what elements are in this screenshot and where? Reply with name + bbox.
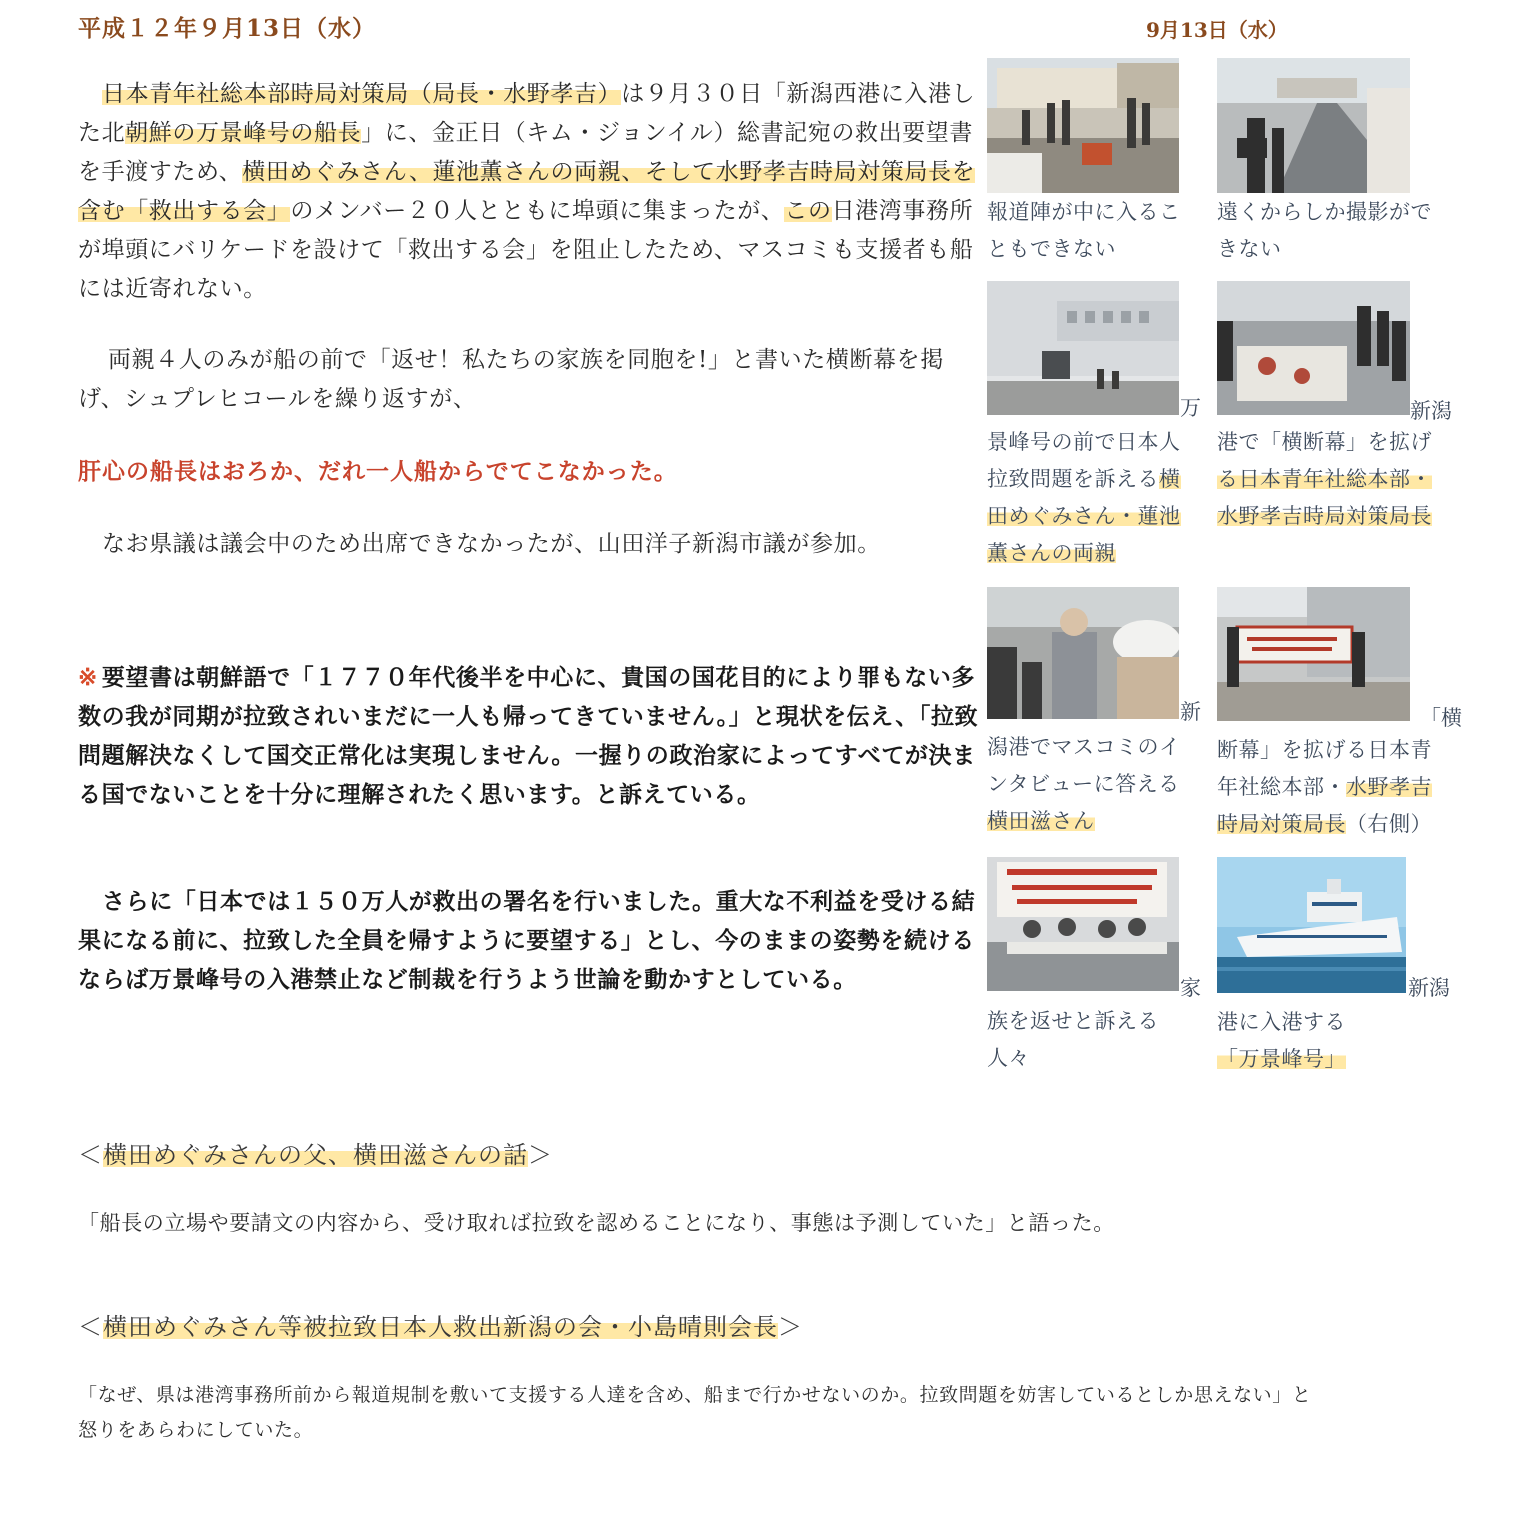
caption-line: 族を返せと訴える xyxy=(987,1009,1159,1033)
highlight-text: 横 xyxy=(1159,467,1181,491)
highlight-text: 水野孝吉時局対策局長 xyxy=(1217,504,1432,528)
caption-line: 断幕」を拡げる日本青 xyxy=(1217,738,1432,762)
photo-caption-8 xyxy=(1217,1004,1457,1078)
highlight-text: る日本青年社総本部・ xyxy=(1217,467,1432,491)
paragraph-text: 日港湾事務所が埠頭にバリケードを設けて「救出する会」を阻止したため、マスコミも支援者も船には近寄れない。 xyxy=(78,198,974,302)
quote-line: 「なぜ、県は港湾事務所前から報道規制を敷いて支援する人達を含め、船まで行かせないのか。拉致問題を妨害しているとしか思えない」と xyxy=(78,1384,1312,1406)
quote-line: 怒りをあらわにしていた。 xyxy=(78,1419,314,1441)
caption-line xyxy=(1217,1041,1457,1078)
photo-caption-7 xyxy=(987,1003,1212,1077)
banner-crowd-photo xyxy=(1217,281,1410,415)
caption-line: ンタビューに答える xyxy=(987,772,1180,796)
caption-line xyxy=(1217,498,1457,535)
caption-tail: 万 xyxy=(1180,396,1201,420)
article-paragraph-6 xyxy=(78,882,983,999)
photo-caption-2 xyxy=(1217,194,1457,268)
caption-line xyxy=(987,498,1212,535)
caption-line: 遠くからしか撮影がで xyxy=(1217,200,1432,224)
photo-date: 9月13日（水） xyxy=(1146,18,1288,42)
caption-line: きない xyxy=(1217,237,1282,261)
caption-line: 人々 xyxy=(987,1046,1030,1070)
caption-tail: 新潟 xyxy=(1408,976,1450,1000)
banner-holders-photo xyxy=(1217,587,1410,721)
caption-line: 港で「横断幕」を拡げ xyxy=(1217,430,1432,454)
paragraph-text: 両親４人のみが船の前で「返せ！私たちの家族を同胞を!」と書いた横断幕を掲げ、シュプレヒコールを繰り返すが、 xyxy=(78,347,944,412)
quote-kojima xyxy=(78,1378,1478,1448)
highlight-text: 日本青年社総本部時局対策局（局長・水野孝吉） xyxy=(102,81,622,107)
highlight-text: 朝鮮の万景峰号の船長 xyxy=(125,120,362,146)
caption-line xyxy=(987,803,1212,840)
press-crowd-photo xyxy=(987,58,1179,193)
caption-text: 年社総本部・ xyxy=(1217,775,1346,799)
article-date: 平成１２年９月13日（水） xyxy=(78,15,377,42)
asterisk-mark: ※ xyxy=(78,664,98,691)
highlight-text: 薫さんの両親 xyxy=(987,541,1116,565)
caption-line: 報道陣が中に入るこ xyxy=(987,200,1181,224)
ship-side-photo xyxy=(987,281,1179,415)
ferry-ship-photo xyxy=(1217,857,1406,993)
section-heading-yokota xyxy=(78,1135,553,1170)
photo-caption-6 xyxy=(1217,732,1462,843)
caption-line: 景峰号の前で日本人 xyxy=(987,430,1181,454)
article-paragraph-5 xyxy=(78,658,983,814)
caption-line xyxy=(1217,806,1462,843)
highlight-text: 横田めぐみさんの父、横田滋さんの話 xyxy=(103,1141,528,1169)
highlight-text: この xyxy=(784,198,832,224)
article-paragraph-4 xyxy=(78,525,983,564)
caption-text: （右側） xyxy=(1346,812,1432,836)
camera-crew-photo xyxy=(1217,58,1410,193)
bracket-open: ＜ xyxy=(78,1313,103,1341)
highlight-text: 水野孝吉 xyxy=(1346,775,1432,799)
caption-line xyxy=(1217,769,1462,806)
photo-caption-3 xyxy=(987,424,1212,572)
caption-tail: 新潟 xyxy=(1410,399,1452,423)
press-conference-photo xyxy=(987,857,1179,991)
article-paragraph-1 xyxy=(78,75,983,309)
bracket-close: ＞ xyxy=(528,1141,553,1169)
interview-photo xyxy=(987,587,1179,719)
bracket-close: ＞ xyxy=(778,1313,803,1341)
bracket-open: ＜ xyxy=(78,1141,103,1169)
caption-line: 潟港でマスコミのイ xyxy=(987,735,1181,759)
caption-text: 拉致問題を訴える xyxy=(987,467,1159,491)
caption-line: 港に入港する xyxy=(1217,1010,1346,1034)
highlight-text: 横田めぐみさん、蓮池薫さんの両親、そして水野孝吉時局対策局長を含む「救出する会」 xyxy=(78,159,976,224)
photo-caption-4 xyxy=(1217,424,1457,535)
caption-line xyxy=(987,461,1212,498)
paragraph-text: 要望書は朝鮮語で「１７７０年代後半を中心に、貴国の国花目的により罪もない多 数の我が同期が拉致されいまだに一人も帰ってきていません。」と現状を伝え、「拉致問題解決なくして国交正常化は実現しません。一握りの政治家によってすべてが決まる国でないことを十分に理解されたく思います。と訴えている。 xyxy=(78,664,979,808)
article-paragraph-2 xyxy=(78,341,983,419)
paragraph-text: さらに「日本では１５０万人が救出の署名を行いました。重大な不利益を受ける結果になる前に、拉致した全員を帰すように要望する」とし、今のままの姿勢を続けるならば万景峰号の入港禁止など制裁を行うよう世論を動かすとしている。 xyxy=(78,888,976,993)
caption-tail: 新 xyxy=(1180,700,1201,724)
paragraph-text: なお県議は議会中のため出席できなかったが、山田洋子新潟市議が参加。 xyxy=(102,531,881,557)
highlight-text: 横田滋さん xyxy=(987,809,1095,833)
highlight-text: 田めぐみさん・蓮池 xyxy=(987,504,1181,528)
section-heading-kojima xyxy=(78,1307,803,1342)
caption-line xyxy=(987,535,1212,572)
paragraph-text: 」に、金正日（キム・ジョンイル）総書記宛の救出要望書を手渡すため、 xyxy=(78,120,973,185)
caption-line xyxy=(1217,461,1457,498)
emphasis-paragraph: 肝心の船長はおろか、だれ一人船からでてこなかった。 xyxy=(78,458,678,485)
photo-caption-1 xyxy=(987,194,1212,268)
caption-tail: 家 xyxy=(1180,976,1201,1000)
quote-yokota: 「船長の立場や要請文の内容から、受け取れば拉致を認めることになり、事態は予測していた」と語った。 xyxy=(78,1211,1115,1235)
highlight-text: 時局対策局長 xyxy=(1217,812,1346,836)
paragraph-text: のメンバー２０人とともに埠頭に集まったが、 xyxy=(290,198,785,224)
paragraph-text: は９月３０日「新潟西港に入港した北 xyxy=(78,81,976,146)
photo-caption-5 xyxy=(987,729,1212,840)
highlight-text: 横田めぐみさん等被拉致日本人救出新潟の会・小島晴則会長 xyxy=(103,1313,778,1341)
highlight-text: 「万景峰号」 xyxy=(1217,1047,1346,1071)
caption-tail: 「横 xyxy=(1420,706,1462,730)
caption-line: ともできない xyxy=(987,237,1116,261)
